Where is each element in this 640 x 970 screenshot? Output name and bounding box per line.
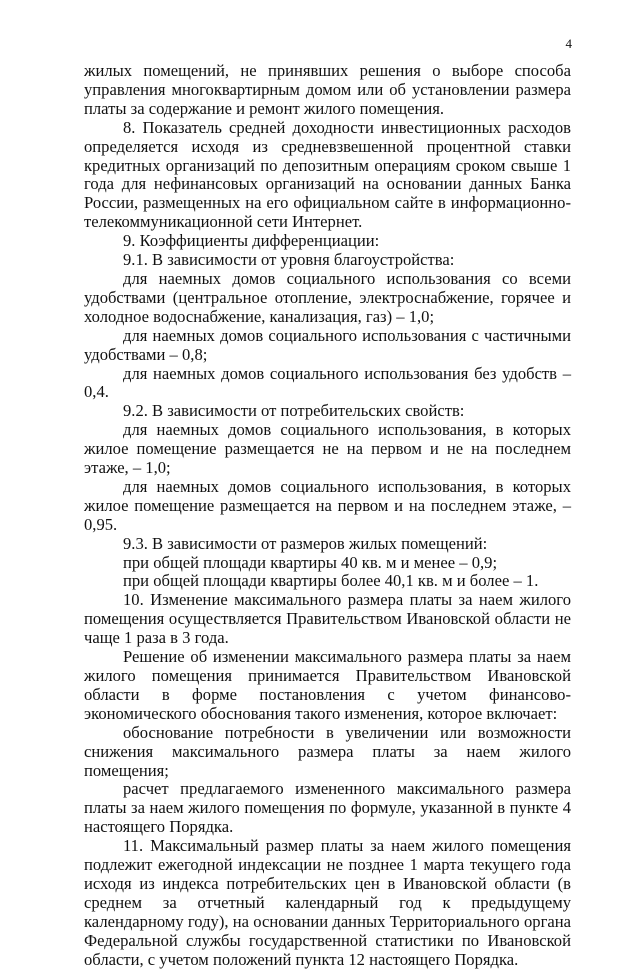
paragraph-9-1-partial-amenities: для наемных домов социального использования с частичными удобствами – 0,8; — [84, 325, 571, 364]
paragraph-item-11: 11. Максимальный размер платы за наем жилого помещения подлежит ежегодной индексации не позднее 1 марта текущего года исходя из индекса потребительских цен в Ивановской области (в среднем за отчетный календарный год к предыдущему календарному году), на основании данных Территориального органа Федеральной службы государственной статистики по Ивановской области, с учетом положений пункта 12 настоящего Порядка. — [84, 836, 571, 969]
paragraph-item-9-2: 9.2. В зависимости от потребительских свойств: — [123, 401, 465, 421]
paragraph-9-3-area-40-or-less: при общей площади квартиры 40 кв. м и менее – 0,9; — [123, 552, 498, 572]
paragraph-continuation: жилых помещений, не принявших решения о выборе способа управления многоквартирным домом или об установлении размера платы за содержание и ремонт жилого помещения. — [84, 61, 571, 118]
paragraph-9-3-area-over-40: при общей площади квартиры более 40,1 кв. м и более – 1. — [123, 571, 539, 591]
paragraph-9-2-middle-floors: для наемных домов социального использования, в которых жилое помещение размещается не на первом и не на последнем этаже, – 1,0; — [84, 420, 571, 478]
page-number: 4 — [565, 36, 572, 51]
paragraph-item-10: 10. Изменение максимального размера платы за наем жилого помещения осуществляется Правительством Ивановской области не чаще 1 раза в 3 года. — [84, 590, 571, 648]
paragraph-9-1-all-amenities: для наемных домов социального использования со всеми удобствами (центральное отопление, электроснабжение, горячее и холодное водоснабжение, канализация, газ) – 1,0; — [84, 268, 571, 326]
paragraph-9-2-first-last-floor: для наемных домов социального использования, в которых жилое помещение размещается на первом и на последнем этаже, – 0,95. — [84, 476, 571, 534]
paragraph-item-9-1: 9.1. В зависимости от уровня благоустройства: — [123, 250, 455, 270]
paragraph-9-1-no-amenities: для наемных домов социального использования без удобств – 0,4. — [84, 363, 571, 402]
document-body — [84, 62, 571, 970]
paragraph-item-9-3: 9.3. В зависимости от размеров жилых помещений: — [123, 533, 488, 553]
paragraph-item-8: 8. Показатель средней доходности инвестиционных расходов определяется исходя из средневзвешенной процентной ставки кредитных организаций по депозитным операциям сроком свыше 1 года для нефинансовых организаций на основании данных Банка России, размещенных на его официальном сайте в информационно-телекоммуникационной сети Интернет. — [84, 117, 571, 232]
paragraph-10-justification: обоснование потребности в увеличении или возможности снижения максимального размера платы за наем жилого помещения; — [84, 722, 571, 780]
paragraph-item-9: 9. Коэффициенты дифференциации: — [123, 231, 380, 251]
paragraph-10-decision: Решение об изменении максимального размера платы за наем жилого помещения принимается Правительством Ивановской области в форме постановления с учетом финансово-экономического обоснования такого изменения, которое включает: — [84, 647, 571, 723]
paragraph-10-calculation: расчет предлагаемого измененного максимального размера платы за наем жилого помещения по формуле, указанной в пункте 4 настоящего Порядка. — [84, 779, 571, 837]
